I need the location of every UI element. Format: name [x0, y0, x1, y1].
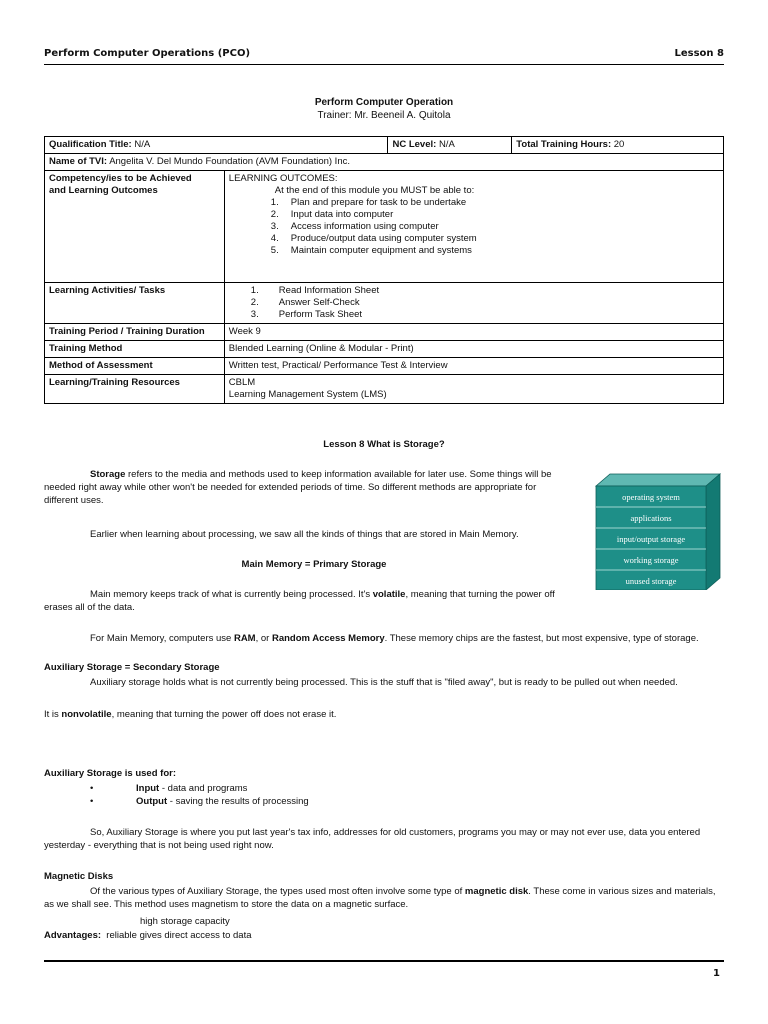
layer-unused-storage: unused storage — [625, 576, 677, 586]
qualification-cell — [45, 137, 388, 154]
activity-item: 2. Answer Self-Check — [250, 297, 360, 308]
page-number: 1 — [713, 968, 720, 979]
lo-heading: LEARNING OUTCOMES: — [228, 173, 338, 184]
competency-label-line1: Competency/ies to be Achieved — [49, 173, 192, 184]
training-hours-value: 20 — [613, 139, 625, 150]
paragraph-ram: For Main Memory, computers use RAM, or Random Access Memory. These memory chips are the fastest, but most expensive, type of storage. — [90, 633, 699, 644]
lo-intro: At the end of this module you MUST be able to: — [274, 185, 475, 196]
paragraph-nonvolatile: It is nonvolatile, meaning that turning the power off does not erase it. — [44, 709, 337, 720]
nc-level-label: NC Level: — [392, 139, 437, 150]
aux-used-heading: Auxiliary Storage is used for: — [44, 768, 176, 779]
competency-label-line2: and Learning Outcomes — [49, 185, 158, 196]
outcome-item: 1. Plan and prepare for task to be undertake — [270, 197, 467, 208]
auxiliary-heading: Auxiliary Storage = Secondary Storage — [44, 662, 220, 673]
competency-label-cell — [45, 171, 225, 283]
list-item: • Output - saving the results of processing — [90, 796, 309, 807]
activity-item: 1. Read Information Sheet — [250, 285, 380, 296]
activities-list — [229, 285, 719, 321]
outcome-item: 4. Produce/output data using computer system — [270, 233, 477, 244]
lesson-heading: Lesson 8 What is Storage? — [323, 439, 445, 450]
main-memory-heading: Main Memory = Primary Storage — [241, 559, 387, 570]
magnetic-disks-heading: Magnetic Disks — [44, 871, 114, 882]
activities-label: Learning Activities/ Tasks — [45, 283, 225, 324]
diagram-top-face — [596, 474, 720, 486]
footer-divider — [44, 960, 724, 962]
trainer-line: Trainer: Mr. Beeneil A. Quitola — [317, 110, 451, 121]
activity-item: 3. Perform Task Sheet — [250, 309, 363, 320]
layer-io-storage: input/output storage — [616, 534, 686, 544]
tvi-cell — [45, 154, 724, 171]
assessment-value: Written test, Practical/ Performance Test & Interview — [224, 358, 723, 375]
learning-outcomes-cell — [224, 171, 723, 283]
nc-level-value: N/A — [438, 139, 455, 150]
method-label: Training Method — [45, 341, 225, 358]
paragraph-tax-info: So, Auxiliary Storage is where you put last year's tax info, addresses for old customers, programs you may or may not ever use, data you entered yesterday - everything that is not being used right now. — [44, 827, 701, 851]
header-lesson: Lesson 8 — [674, 48, 724, 59]
outcome-item: 3. Access information using computer — [270, 221, 439, 232]
document-title: Perform Computer Operation — [314, 97, 454, 108]
tvi-label: Name of TVI: — [49, 156, 108, 167]
memory-layers-diagram — [594, 472, 722, 590]
resource-cblm: CBLM — [228, 377, 256, 388]
header-divider — [44, 64, 724, 65]
paragraph-volatile: Main memory keeps track of what is currently being processed. It's volatile, meaning that turning the power off erases all of the data. — [44, 589, 555, 613]
activities-cell — [224, 283, 723, 324]
diagram-side-face — [706, 474, 720, 590]
list-item: • Input - data and programs — [90, 783, 248, 794]
title-block — [0, 96, 768, 122]
method-value: Blended Learning (Online & Modular - Print) — [224, 341, 723, 358]
period-label: Training Period / Training Duration — [45, 324, 225, 341]
period-value: Week 9 — [224, 324, 723, 341]
qualification-label: Qualification Title: — [49, 139, 132, 150]
outcome-item: 2. Input data into computer — [270, 209, 394, 220]
resource-lms: Learning Management System (LMS) — [228, 389, 387, 400]
resources-cell — [224, 375, 723, 404]
paragraph-magnetic: Of the various types of Auxiliary Storage, the types used most often involve some type of magnetic disk. These come in various sizes and materials, as we shall see. This method uses magnetism to store the data on a magnetic surface. — [44, 886, 716, 910]
layer-applications: applications — [630, 513, 672, 523]
aux-uses-list — [44, 782, 724, 808]
layer-operating-system: operating system — [622, 492, 680, 502]
layer-working-storage: working storage — [623, 555, 679, 565]
advantages-extra: high storage capacity — [140, 916, 230, 927]
advantages-line: Advantages: reliable gives direct access to data — [44, 930, 252, 941]
outcome-item: 5. Maintain computer equipment and systems — [270, 245, 472, 256]
outcomes-list — [229, 197, 719, 257]
paragraph-processing: Earlier when learning about processing, we saw all the kinds of things that are stored in Main Memory. — [90, 529, 519, 540]
training-hours-label: Total Training Hours: — [516, 139, 612, 150]
nc-level-cell — [388, 137, 512, 154]
qualification-value: N/A — [134, 139, 151, 150]
assessment-label: Method of Assessment — [45, 358, 225, 375]
training-hours-cell — [512, 137, 724, 154]
module-info-table — [44, 136, 724, 404]
tvi-value: Angelita V. Del Mundo Foundation (AVM Foundation) Inc. — [109, 156, 350, 167]
paragraph-auxiliary: Auxiliary storage holds what is not currently being processed. This is the stuff that is "filed away", but is ready to be pulled out when needed. — [90, 677, 678, 688]
header-title: Perform Computer Operations (PCO) — [44, 48, 251, 59]
resources-label: Learning/Training Resources — [45, 375, 225, 404]
paragraph-storage: Storage refers to the media and methods used to keep information available for later use. Some things will be needed right away while other won't be needed for extended periods of time. So different methods are appropriate for different uses. — [44, 469, 552, 506]
